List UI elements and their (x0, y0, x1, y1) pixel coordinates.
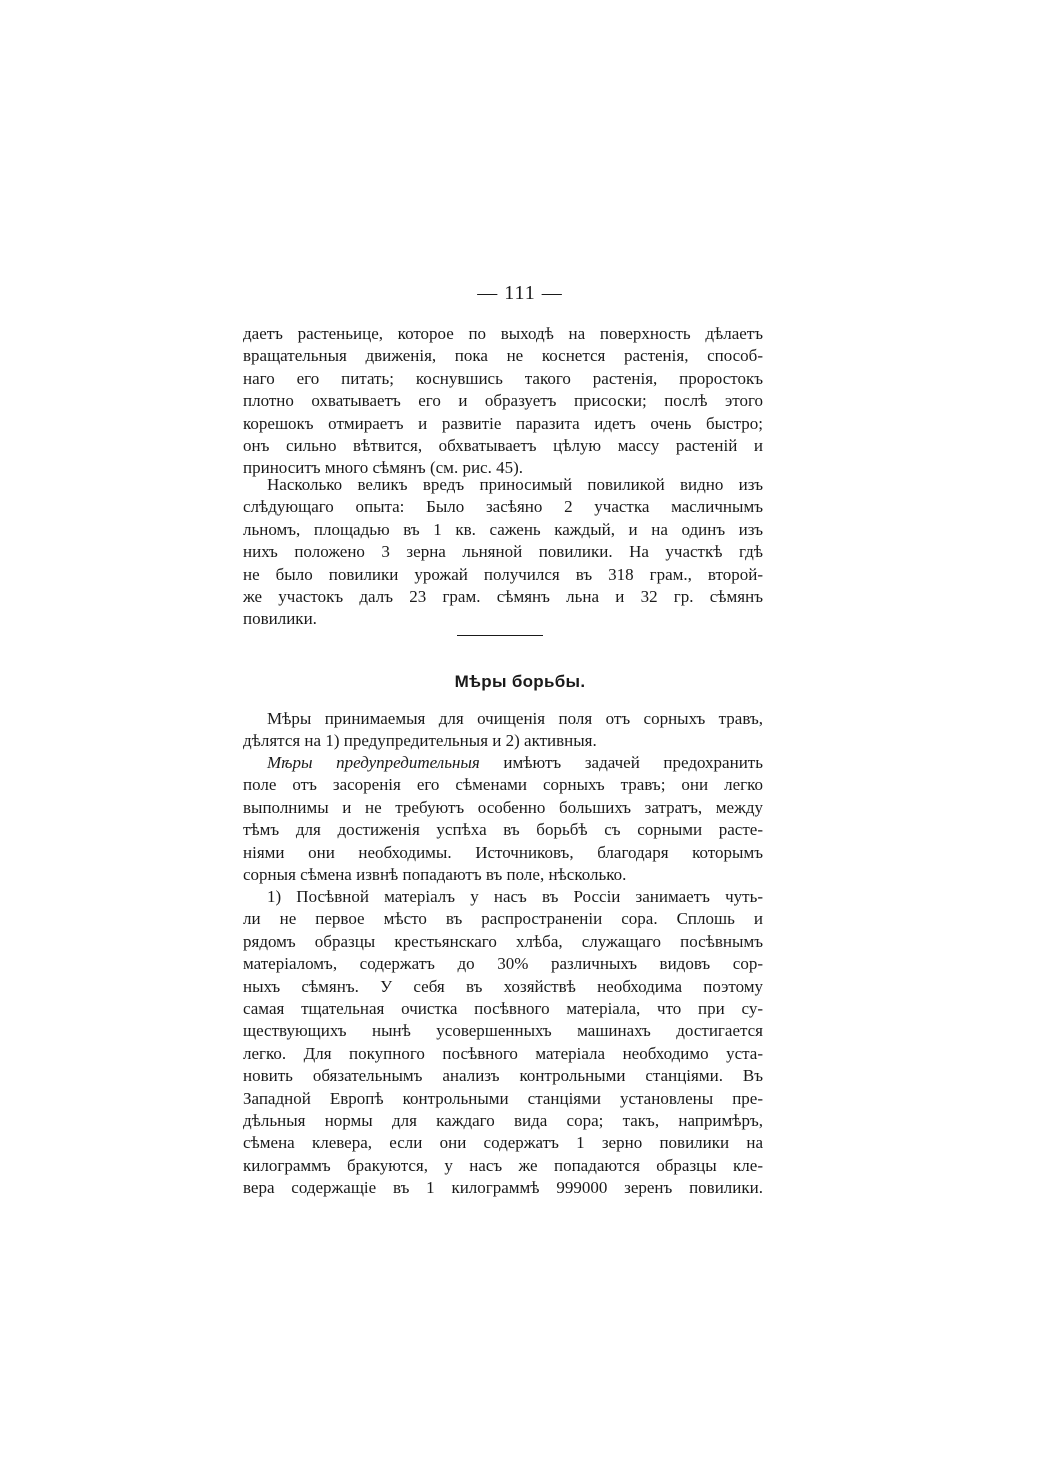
text-line: самая тщательная очистка посѣвного матеріала, что при су- (243, 998, 763, 1018)
paragraph-seed-material (243, 886, 763, 1199)
text-line: корешокъ отмираетъ и развитіе паразита идетъ очень быстро; (243, 413, 763, 433)
text-line: наго его питать; коснувшись такого растенія, проростокъ (243, 368, 763, 388)
paragraph-experiment (243, 474, 763, 631)
text-fragment: имѣютъ задачей предохранить (479, 753, 763, 772)
text-line: поле отъ засоренія его сѣменами сорныхъ травъ; они легко (243, 775, 763, 795)
text-line: не было повилики урожай получился въ 318 грам., второй- (243, 564, 763, 584)
text-line: даетъ растеньице, которое по выходѣ на поверхность дѣлаетъ (243, 324, 763, 343)
text-line: плотно охватываетъ его и образуетъ присоски; послѣ этого (243, 391, 763, 411)
italic-term: Мѣры предупредительныя (267, 753, 480, 772)
text-line: же участокъ далъ 23 грам. сѣмянъ льна и 32 гр. сѣмянъ (243, 586, 763, 606)
text-line: Западной Европѣ контрольными станціями установлены пре- (243, 1088, 763, 1108)
text-line: дѣлятся на 1) предупредительныя и 2) активныя. (243, 731, 597, 751)
paragraph-continuation (243, 323, 763, 480)
page-number: — 111 — (477, 282, 563, 304)
text-line: вращательныя движенія, пока не коснется растенія, способ- (243, 346, 763, 366)
section-divider (457, 635, 543, 636)
text-line: сѣмена клевера, если они содержатъ 1 зерно повилики на (243, 1133, 763, 1153)
text-line: вера содержащіе въ 1 килограммѣ 999000 зеренъ повилики. (243, 1178, 763, 1198)
text-line: ніями они необходимы. Источниковъ, благодаря которымъ (243, 842, 763, 862)
section-heading: Мѣры борьбы. (454, 672, 586, 691)
text-line: сорныя сѣмена извнѣ попадаютъ въ поле, нѣсколько. (243, 864, 627, 884)
text-line: 1) Посѣвной матеріалъ у насъ въ Россіи занимаетъ чуть- (267, 887, 763, 906)
text-line: ществующихъ нынѣ усовершенныхъ машинахъ достигается (243, 1021, 763, 1041)
text-line: легко. Для покупного посѣвного матеріала необходимо уста- (243, 1043, 763, 1063)
text-line: повилики. (243, 609, 317, 629)
text-line: матеріаломъ, содержатъ до 30% различныхъ видовъ сор- (243, 954, 763, 974)
text-line: нихъ положено 3 зерна льняной повилики. На участкѣ гдѣ (243, 542, 763, 562)
text-line (243, 752, 763, 774)
text-line: ныхъ сѣмянъ. У себя въ хозяйствѣ необходима поэтому (243, 976, 763, 996)
text-line: дѣльныя нормы для каждаго вида сора; такъ, напримѣръ, (243, 1110, 763, 1130)
paragraph-measures-intro (243, 708, 763, 753)
text-line: выполнимы и не требуютъ особенно большихъ затратъ, между (243, 797, 763, 817)
text-line: Мѣры принимаемыя для очищенія поля отъ сорныхъ травъ, (267, 709, 763, 728)
text-line: слѣдующаго опыта: Было засѣяно 2 участка масличнымъ (243, 497, 763, 517)
text-line: тѣмъ для достиженія успѣха въ борьбѣ съ сорными расте- (243, 820, 763, 840)
text-line: килограммъ бракуются, у насъ же попадаются образцы кле- (243, 1155, 763, 1175)
text-line: ли не первое мѣсто въ распространеніи сора. Сплошь и (243, 909, 763, 929)
text-line: приноситъ много сѣмянъ (см. рис. 45). (243, 458, 523, 478)
text-line: льномъ, площадью въ 1 кв. сажень каждый, и на одинъ изъ (243, 519, 763, 539)
text-line: онъ сильно вѣтвится, обхватываетъ цѣлую массу растеній и (243, 435, 763, 455)
text-line: новить обязательнымъ анализъ контрольными станціями. Въ (243, 1066, 763, 1086)
text-line: рядомъ образцы крестьянскаго хлѣба, служащаго посѣвнымъ (243, 931, 763, 951)
paragraph-preventive-measures (243, 752, 763, 886)
text-line: Насколько великъ вредъ приносимый повиликой видно изъ (267, 475, 763, 494)
